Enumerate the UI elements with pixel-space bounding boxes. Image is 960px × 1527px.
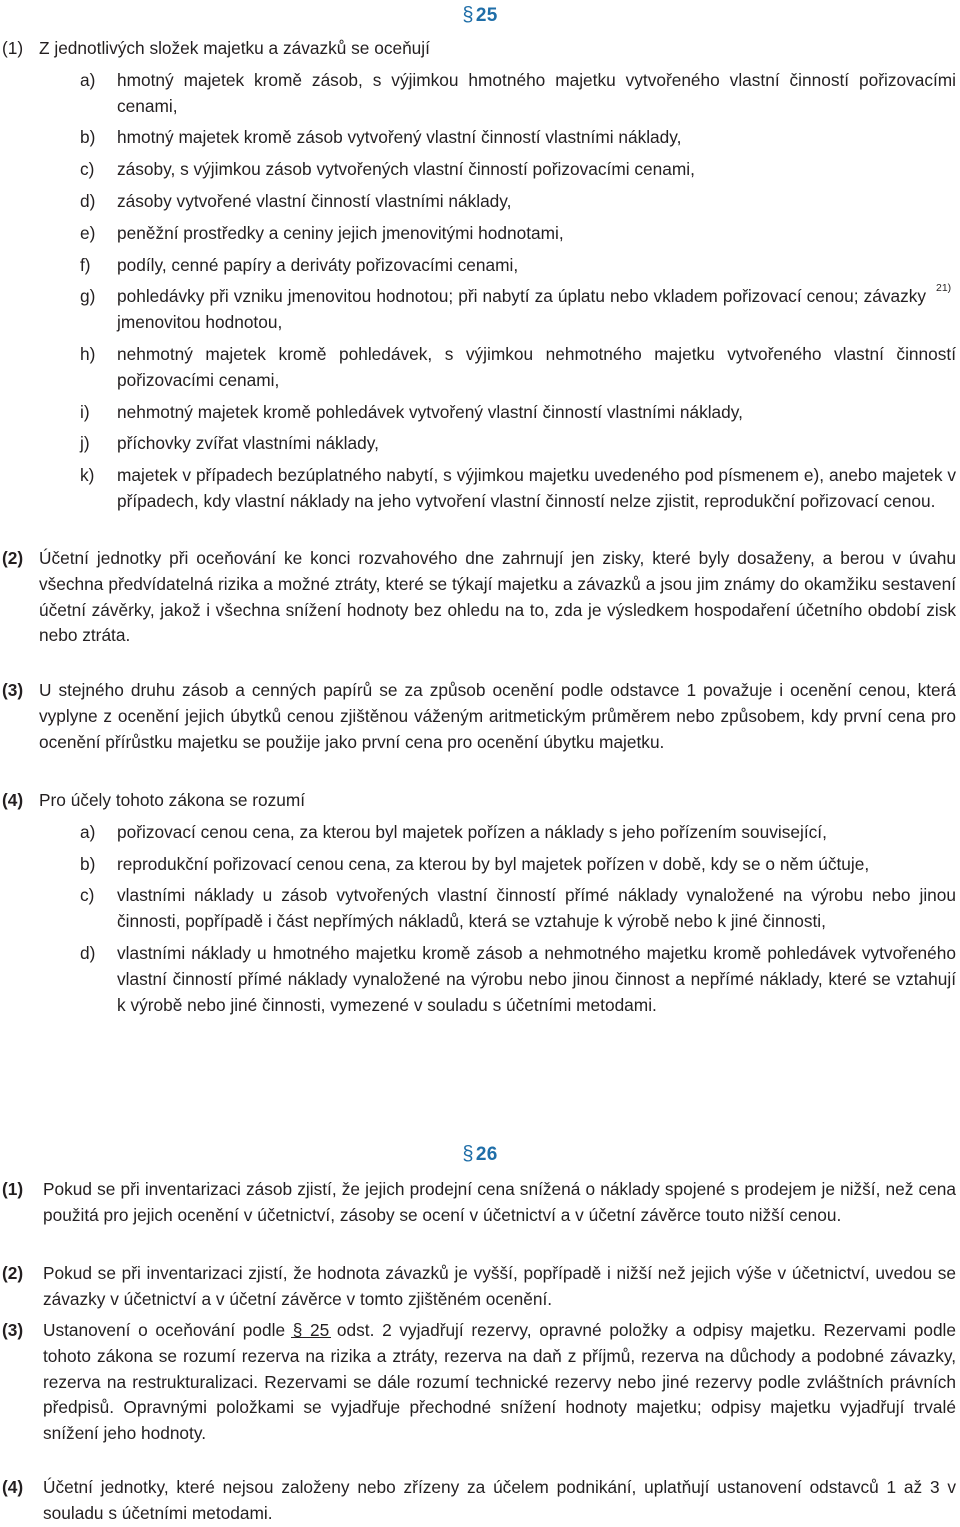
item-label: c) [80, 885, 95, 906]
paragraph-25-2 [2, 546, 956, 649]
paragraph-text: Pokud se při inventarizaci zjistí, že hodnota závazků je vyšší, popřípadě i nižší než jejich výše v účetnictví, uvedou se závazky v účetnictví a v účetní závěrce v tomto zjištěném ocenění. [43, 1263, 956, 1309]
list-item [2, 68, 956, 120]
paragraph-text: Pokud se při inventarizaci zásob zjistí, že jejich prodejní cena snížená o náklady spojené s prodejem je nižší, než cena použitá pro jejich ocenění v účetnictví, zásoby se ocení v účetnictví a v účetní závěrce touto nižší cenou. [43, 1179, 956, 1225]
item-label: e) [80, 222, 96, 243]
item-text: vlastními náklady u zásob vytvořených vlastní činností přímé náklady vynaložené na výrobu nebo jinou činnosti, popřípadě i část nepřímých nákladů, která se vztahuje k výrobě nebo k jiné činnosti, [117, 885, 956, 932]
paragraph-text: U stejného druhu zásob a cenných papírů se za způsob ocenění podle odstavce 1 považuje i ocenění cenou, která vyplyne z ocenění jejich úbytků cenou zjištěnou váženým aritmetickým průměrem nebo způsobem, kdy první cena pro ocenění přírůstku majetku se použije jako první cena pro ocenění úbytku majetku. [39, 680, 956, 752]
paragraph-25-1 [2, 36, 956, 515]
list-item [2, 253, 956, 279]
item-label: b) [80, 127, 96, 148]
item-label: a) [80, 69, 96, 90]
paragraph-number: (4) [2, 1477, 24, 1497]
paragraph-number: (1) [2, 38, 24, 58]
list-item [2, 125, 956, 151]
item-text: nehmotný majetek kromě pohledávek, s výjimkou nehmotného majetku vytvořeného vlastní činností pořizovacími cenami, [117, 343, 956, 390]
item-text: zásoby, s výjimkou zásob vytvořených vlastní činností pořizovacími cenami, [117, 159, 695, 180]
section-heading-26 [0, 1143, 960, 1166]
text-before-ref: Ustanovení o oceňování podle [43, 1320, 293, 1340]
item-text: hmotný majetek kromě zásob vytvořený vlastní činností vlastními náklady, [117, 127, 682, 148]
item-text: pohledávky při vzniku jmenovitou hodnotou; při nabytí za úplatu nebo vkladem pořizovací cenou; závazky jmenovitou hodnotou, [117, 286, 926, 333]
paragraph-text [43, 1318, 956, 1447]
paragraph-number: (2) [2, 1263, 24, 1283]
item-text: hmotný majetek kromě zásob, s výjimkou hmotného majetku vytvořeného vlastní činností pořizovacími cenami, [117, 69, 956, 116]
item-text: reprodukční pořizovací cenou cena, za kterou by byl majetek pořízen v době, kdy se o něm účtuje, [117, 853, 870, 874]
paragraph-26-2 [2, 1261, 956, 1313]
list-item [2, 221, 956, 247]
item-label: a) [80, 821, 96, 842]
item-label: k) [80, 465, 95, 486]
item-text: majetek v případech bezúplatného nabytí, s výjimkou majetku uvedeného pod písmenem e), anebo majetek v případech, kdy vlastní náklady na jeho vytvoření vlastní činností nelze zjistit, reprodukční pořizovací cenou. [117, 465, 956, 511]
list-item [2, 342, 956, 394]
item-label: d) [80, 942, 96, 963]
item-label: h) [80, 343, 96, 364]
item-label: j) [80, 433, 90, 454]
paragraph-number: (3) [2, 1320, 24, 1340]
paragraph-number: (2) [2, 548, 24, 568]
paragraph-25-4 [2, 788, 956, 1018]
list-item [2, 883, 956, 935]
list-item [2, 431, 956, 457]
paragraph-number: (3) [2, 680, 24, 700]
item-label: d) [80, 190, 96, 211]
item-label: f) [80, 254, 91, 275]
paragraph-number: (1) [2, 1179, 24, 1199]
list-item [2, 941, 956, 1018]
paragraph-intro: Z jednotlivých složek majetku a závazků se oceňují [39, 38, 430, 58]
paragraph-26-3 [2, 1318, 956, 1447]
item-label: b) [80, 853, 96, 874]
list-item [2, 189, 956, 215]
item-text: peněžní prostředky a ceniny jejich jmenovitými hodnotami, [117, 222, 564, 243]
list-item [2, 157, 956, 183]
item-label: i) [80, 401, 90, 422]
list-item [2, 820, 956, 846]
paragraph-text: Účetní jednotky při oceňování ke konci rozvahového dne zahrnují jen zisky, které byly dosaženy, a berou v úvahu všechna předvídatelná rizika a možné ztráty, které se týkají majetku a závazků a jsou jim známy do okamžiku sestavení účetní závěrky, jakož i všechna snížení hodnoty bez ohledu na to, zda je výsledkem hospodaření účetního období zisk nebo ztráta. [39, 548, 956, 646]
list-item [2, 400, 956, 426]
item-text: podíly, cenné papíry a deriváty pořizovacími cenami, [117, 254, 519, 275]
item-text: zásoby vytvořené vlastní činností vlastními náklady, [117, 190, 512, 211]
paragraph-intro: Pro účely tohoto zákona se rozumí [39, 790, 306, 810]
item-text: vlastními náklady u hmotného majetku kromě zásob a nehmotného majetku kromě pohledávek vytvořeného vlastní činností přímé náklady vynaložené na výrobu nebo jinou činnost a nepřímé náklady, které se vztahují k výrobě nebo jiné činnosti, vymezené v souladu s účetními metodami. [117, 942, 956, 1015]
item-text: pořizovací cenou cena, za kterou byl majetek pořízen a náklady s jeho pořízením související, [117, 821, 827, 842]
section-heading-25 [0, 4, 960, 27]
paragraph-number: (4) [2, 790, 24, 810]
text-after-ref: odst. 2 vyjadřují rezervy, opravné položky a odpisy majetku. Rezervami podle tohoto zákona se rozumí rezerva na rizika a ztráty, rezerva na daň z příjmů, rezerva na důchody a podobné závazky, rezerva na restrukturalizaci. Rezervami se dále rozumí technické rezervy nebo jiné rezervy podle zvláštních právních předpisů. Opravnými položkami se vyjadřuje přechodné snížení hodnoty majetku; odpisy majetku vyjadřují trvalé snížení jeho hodnoty. [43, 1320, 957, 1444]
footnote-ref[interactable]: 21) [936, 282, 952, 295]
list-item [2, 852, 956, 878]
section-number: 25 [475, 5, 498, 26]
item-label: c) [80, 159, 95, 180]
item-text: nehmotný majetek kromě pohledávek vytvořený vlastní činností vlastními náklady, [117, 401, 743, 422]
list-item [2, 463, 956, 515]
paragraph-text: Účetní jednotky, které nejsou založeny nebo zřízeny za účelem podnikání, uplatňují ustanovení odstavců 1 až 3 v souladu s účetními metodami. [43, 1477, 956, 1523]
section-sign: § [462, 1143, 474, 1165]
paragraph-26-1 [2, 1177, 956, 1229]
item-text: příchovky zvířat vlastními náklady, [117, 433, 379, 454]
section-reference-link[interactable]: § 25 [292, 1320, 330, 1340]
paragraph-25-3 [2, 678, 956, 755]
item-label: g) [80, 286, 96, 307]
list-item [2, 284, 956, 336]
section-sign: § [462, 4, 474, 26]
section-number: 26 [475, 1144, 498, 1165]
paragraph-26-4 [2, 1475, 956, 1527]
